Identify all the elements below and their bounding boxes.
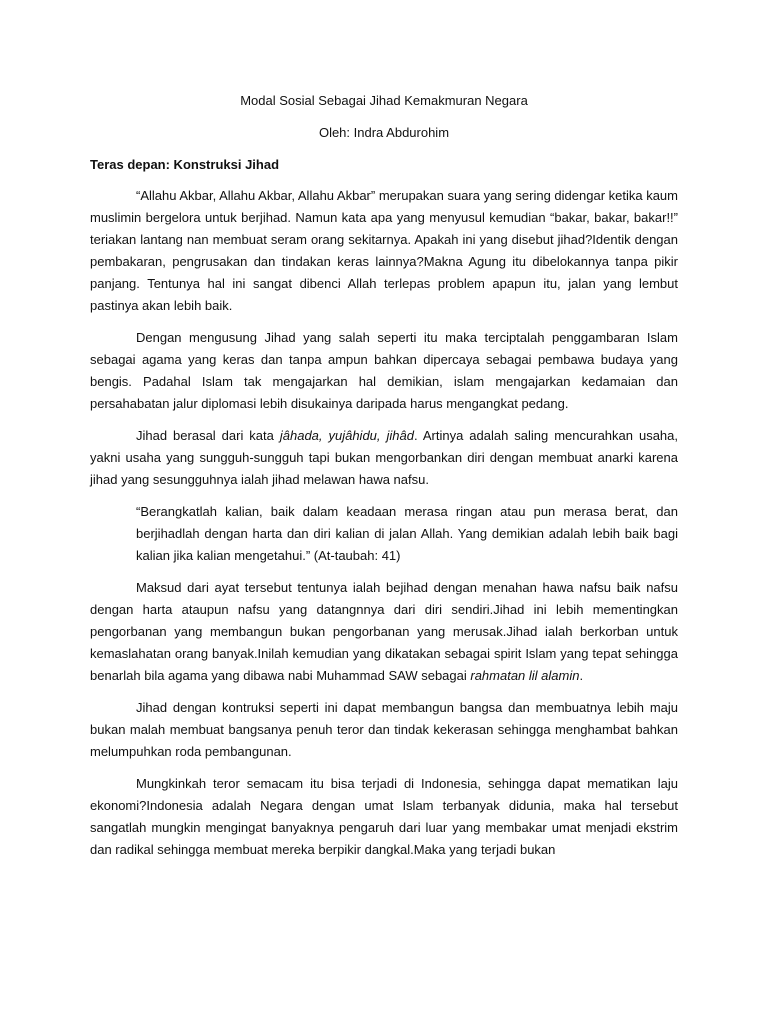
- paragraph-1: “Allahu Akbar, Allahu Akbar, Allahu Akbar” merupakan suara yang sering didengar ketika kaum muslimin bergelora untuk berjihad. Namun kata apa yang menyusul kemudian “bakar, bakar, bakar!!” teriakan lantang nan membuat seram orang sekitarnya. Apakah ini yang disebut jihad?Identik dengan pembakaran, pengrusakan dan tindakan keras lainnya?Makna Agung itu dibelokannya tanpa pikir panjang. Tentunya hal ini sangat dibenci Allah terlepas problem apapun itu, jalan yang lembut pastinya akan lebih baik.: [90, 188, 678, 313]
- paragraph-3: [90, 425, 678, 491]
- paragraph-4: [90, 577, 678, 687]
- paragraph-6: Mungkinkah teror semacam itu bisa terjadi di Indonesia, sehingga dapat mematikan laju ekonomi?Indonesia adalah Negara dengan umat Islam terbanyak didunia, maka hal tersebut sangatlah mungkin mengingat banyaknya pengaruh dari luar yang membakar umat menjadi ekstrim dan radikal sehingga membuat mereka berpikir dangkal.Maka yang terjadi bukan: [90, 776, 678, 857]
- paragraph-4-end: .: [579, 668, 584, 683]
- paragraph-2: Dengan mengusung Jihad yang salah seperti itu maka terciptalah penggambaran Islam sebagai agama yang keras dan tanpa ampun bahkan dipercaya sebagai pembawa budaya yang bengis. Padahal Islam tak mengajarkan hal demikian, islam mengajarkan kedamaian dan persahabatan jalur diplomasi lebih disukainya daripada harus mengangkat pedang.: [90, 330, 678, 411]
- author-byline: Oleh: Indra Abdurohim: [318, 125, 450, 140]
- paragraph-3-start: Jihad berasal dari kata: [136, 428, 280, 443]
- quran-quote: “Berangkatlah kalian, baik dalam keadaan merasa ringan atau pun merasa berat, dan berjihadlah dengan harta dan diri kalian di jalan Allah. Yang demikian adalah lebih baik bagi kalian jika kalian mengetahui.” (At-taubah: 41): [136, 504, 678, 563]
- document-body: [90, 90, 678, 861]
- paragraph-4-italic-term: rahmatan lil alamin: [470, 668, 580, 683]
- section-heading: Teras depan: Konstruksi Jihad: [90, 157, 280, 172]
- document-title: Modal Sosial Sebagai Jihad Kemakmuran Negara: [240, 93, 528, 108]
- paragraph-3-end: . Artinya adalah saling mencurahkan usaha, yakni usaha yang sungguh-sungguh tapi bukan mengorbankan diri dengan membuat anarki karena jihad yang sesungguhnya ialah jihad melawan hawa nafsu.: [90, 428, 678, 487]
- paragraph-3-italic-term: jâhada, yujâhidu, jihâd: [279, 428, 414, 443]
- paragraph-4-start: Maksud dari ayat tersebut tentunya ialah bejihad dengan menahan hawa nafsu baik nafsu dengan harta ataupun nafsu yang datangnnya dari diri sendiri.Jihad ini lebih mementingkan pengorbanan yang membangun bukan pengorbanan yang merusak.Jihad ialah berkorban untuk kemaslahatan orang banyak.Inilah kemudian yang dikatakan sebagai spirit Islam yang tepat sehingga benarlah bila agama yang dibawa nabi Muhammad SAW sebagai: [90, 580, 678, 683]
- paragraph-5: Jihad dengan kontruksi seperti ini dapat membangun bangsa dan membuatnya lebih maju bukan malah membuat bangsanya penuh teror dan tindak kekerasan sehingga menghambat bahkan melumpuhkan roda pembangunan.: [90, 700, 678, 759]
